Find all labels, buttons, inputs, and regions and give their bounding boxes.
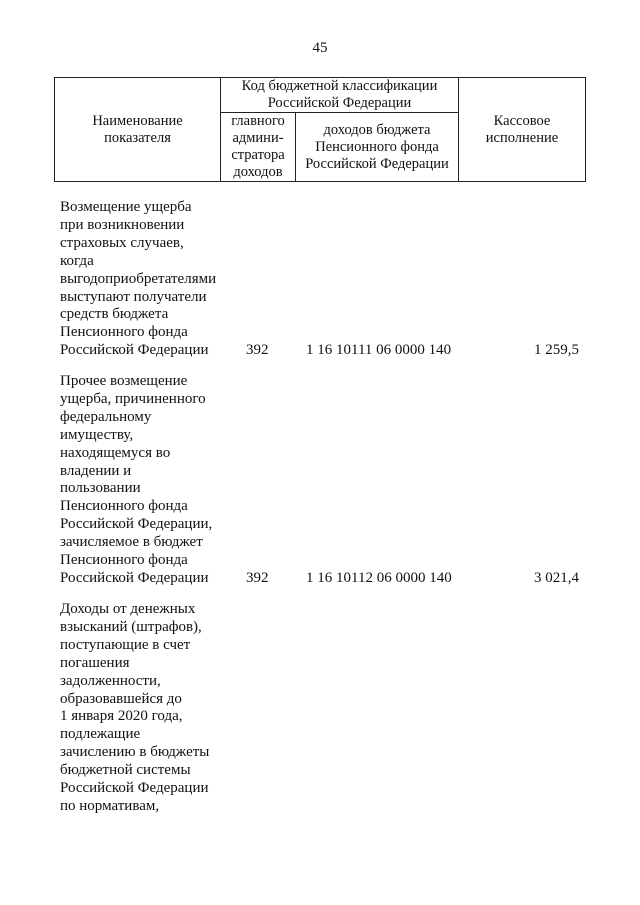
header-group-title: Код бюджетной классификации Российской Федерации: [241, 78, 438, 111]
header-col-admin: главного админи- стратора доходов: [231, 113, 285, 180]
row-1-name: Возмещение ущерба при возникновении страховых случаев, когда выгодоприобретателями выступают получатели средств бюджета Пенсионного фонда Российской Федерации: [60, 199, 217, 359]
page-number: 45: [312, 40, 328, 56]
header-col-revenue: доходов бюджета Пенсионного фонда Российской Федерации: [305, 121, 449, 172]
row-2-revenue-code: 1 16 10112 06 0000 140: [306, 570, 452, 586]
header-col-amount: Кассовое исполнение: [485, 112, 559, 146]
row-2-admin-code: 392: [246, 570, 269, 586]
row-1-admin-code: 392: [246, 342, 269, 358]
header-border-bottom: [54, 181, 586, 182]
row-3-name: Доходы от денежных взысканий (штрафов), поступающие в счет погашения задолженности, образовавшейся до 1 января 2020 года, подлежащие зачислению в бюджеты бюджетной системы Российской Федерации по нормативам,: [60, 601, 210, 814]
row-2-amount: 3 021,4: [534, 570, 579, 586]
row-1-amount: 1 259,5: [534, 342, 579, 358]
header-border-right: [585, 77, 586, 182]
row-2-name: Прочее возмещение ущерба, причиненного федеральному имуществу, находящемуся во владении и пользовании Пенсионного фонда Российской Федерации, зачисляемое в бюджет Пенсионного фонда Российской Федерации: [60, 373, 213, 586]
header-col-name: Наименование показателя: [92, 112, 183, 146]
table-header: [54, 77, 586, 182]
row-1-revenue-code: 1 16 10111 06 0000 140: [306, 342, 452, 358]
